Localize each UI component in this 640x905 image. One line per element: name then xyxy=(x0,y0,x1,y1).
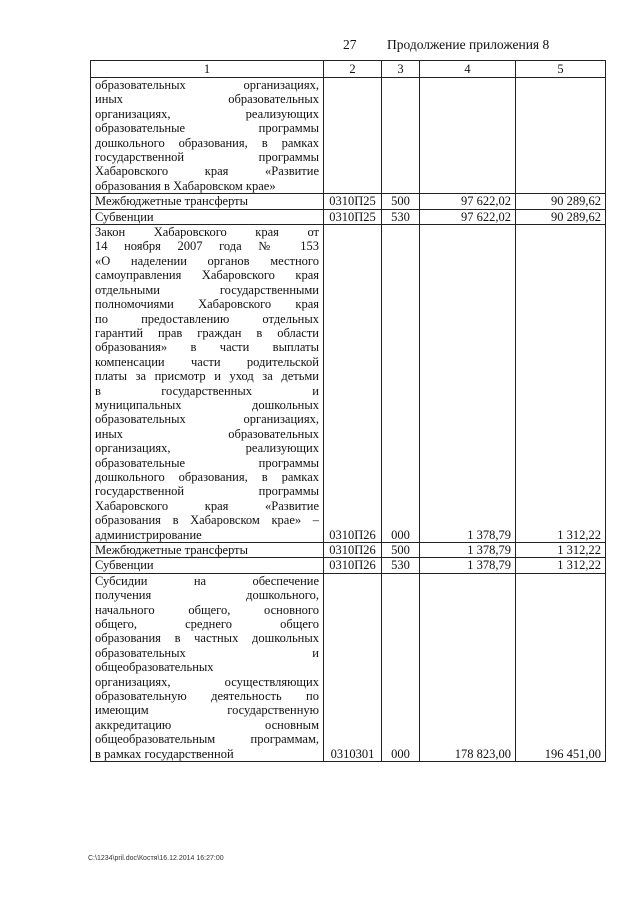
description-line: полномочиями Хабаровского края xyxy=(95,297,319,312)
row-code: 0310П26 xyxy=(324,543,382,558)
description-line: администрирование xyxy=(95,527,202,542)
row-description xyxy=(91,225,324,543)
description-line: общего, среднего общего xyxy=(95,617,319,632)
row-kind: 000 xyxy=(382,573,420,761)
row-description xyxy=(91,78,324,194)
description-line: Субвенции xyxy=(95,209,154,224)
description-line: Закон Хабаровского края от xyxy=(95,225,319,240)
description-line: Межбюджетные трансферты xyxy=(95,543,249,557)
description-line: дошкольного образования, в рамках xyxy=(95,135,319,150)
row-code: 0310301 xyxy=(324,573,382,761)
row-sum-2: 1 312,22 xyxy=(516,543,606,558)
description-line: гарантий прав граждан в области xyxy=(95,325,319,340)
page-number: 27 xyxy=(343,37,357,52)
table-row xyxy=(91,573,606,761)
row-kind: 500 xyxy=(382,194,420,209)
row-kind: 500 xyxy=(382,543,420,558)
description-line: начального общего, основного xyxy=(95,602,319,617)
row-sum-2: 1 312,22 xyxy=(516,558,606,573)
row-description xyxy=(91,543,324,558)
column-header: 2 xyxy=(324,61,382,78)
description-line: образования в частных дошкольных xyxy=(95,631,319,646)
description-line: по предоставлению отдельных xyxy=(95,311,319,326)
budget-table-body xyxy=(91,61,606,762)
description-line: муниципальных дошкольных xyxy=(95,397,319,412)
table-row xyxy=(91,209,606,224)
description-line: образования» в части выплаты xyxy=(95,340,319,355)
description-line: образовательных организациях, xyxy=(95,78,319,92)
description-line: Хабаровского края «Развитие xyxy=(95,164,319,179)
row-code xyxy=(324,78,382,194)
row-sum-1: 1 378,79 xyxy=(420,543,516,558)
row-kind xyxy=(382,78,420,194)
description-line: образовательные программы xyxy=(95,121,319,136)
description-line: образования в Хабаровском крае» xyxy=(95,178,276,193)
row-kind: 000 xyxy=(382,225,420,543)
description-line: государственной программы xyxy=(95,150,319,165)
description-line: Субсидии на обеспечение xyxy=(95,573,319,588)
budget-table xyxy=(90,60,606,762)
row-sum-1: 1 378,79 xyxy=(420,558,516,573)
row-description xyxy=(91,194,324,209)
description-line: «О наделении органов местного xyxy=(95,253,319,268)
description-line: организациях, реализующих xyxy=(95,106,319,121)
table-row xyxy=(91,225,606,543)
row-sum-2: 90 289,62 xyxy=(516,194,606,209)
description-line: образовательные программы xyxy=(95,455,319,470)
description-line: общеобразовательных xyxy=(95,660,214,675)
column-header-row xyxy=(91,61,606,78)
row-description xyxy=(91,573,324,761)
description-line: имеющим государственную xyxy=(95,703,319,718)
row-sum-1: 97 622,02 xyxy=(420,194,516,209)
continuation-title: Продолжение приложения 8 xyxy=(387,37,550,52)
description-line: самоуправления Хабаровского края xyxy=(95,268,319,283)
description-line: в рамках государственной xyxy=(95,746,234,761)
column-header: 1 xyxy=(91,61,324,78)
table-row xyxy=(91,78,606,194)
description-line: платы за присмотр и уход за детьми xyxy=(95,369,319,384)
page-header xyxy=(0,37,640,55)
column-header: 4 xyxy=(420,61,516,78)
description-line: образования в Хабаровском крае» – xyxy=(95,513,319,528)
row-sum-1: 178 823,00 xyxy=(420,573,516,761)
description-line: аккредитацию основным xyxy=(95,717,319,732)
description-line: государственной программы xyxy=(95,484,319,499)
row-sum-1: 1 378,79 xyxy=(420,225,516,543)
description-line: Межбюджетные трансферты xyxy=(95,194,249,209)
row-code: 0310П26 xyxy=(324,558,382,573)
description-line: компенсации части родительской xyxy=(95,354,319,369)
row-description xyxy=(91,209,324,224)
row-sum-2: 1 312,22 xyxy=(516,225,606,543)
description-line: образовательных и xyxy=(95,645,319,660)
description-line: иных образовательных xyxy=(95,426,319,441)
row-kind: 530 xyxy=(382,558,420,573)
row-sum-2 xyxy=(516,78,606,194)
table-row xyxy=(91,558,606,573)
description-line: отдельными государственными xyxy=(95,282,319,297)
description-line: образовательную деятельность по xyxy=(95,689,319,704)
row-kind: 530 xyxy=(382,209,420,224)
row-code: 0310П25 xyxy=(324,194,382,209)
description-line: дошкольного образования, в рамках xyxy=(95,469,319,484)
row-sum-1: 97 622,02 xyxy=(420,209,516,224)
description-line: образовательных организациях, xyxy=(95,412,319,427)
description-line: общеобразовательным программам, xyxy=(95,732,319,747)
description-line: Субвенции xyxy=(95,558,154,573)
description-line: иных образовательных xyxy=(95,92,319,107)
column-header: 3 xyxy=(382,61,420,78)
row-code: 0310П26 xyxy=(324,225,382,543)
description-line: организациях, осуществляющих xyxy=(95,674,319,689)
table-row xyxy=(91,543,606,558)
row-sum-2: 196 451,00 xyxy=(516,573,606,761)
file-path-footer: C:\1234\pril.doc\Костя\16.12.2014 16:27:00 xyxy=(88,855,224,862)
row-sum-1 xyxy=(420,78,516,194)
description-line: 14 ноября 2007 года № 153 xyxy=(95,239,319,254)
description-line: получения дошкольного, xyxy=(95,588,319,603)
row-code: 0310П25 xyxy=(324,209,382,224)
column-header: 5 xyxy=(516,61,606,78)
description-line: в государственных и xyxy=(95,383,319,398)
table-row xyxy=(91,194,606,209)
description-line: организациях, реализующих xyxy=(95,441,319,456)
description-line: Хабаровского края «Развитие xyxy=(95,498,319,513)
row-description xyxy=(91,558,324,573)
row-sum-2: 90 289,62 xyxy=(516,209,606,224)
